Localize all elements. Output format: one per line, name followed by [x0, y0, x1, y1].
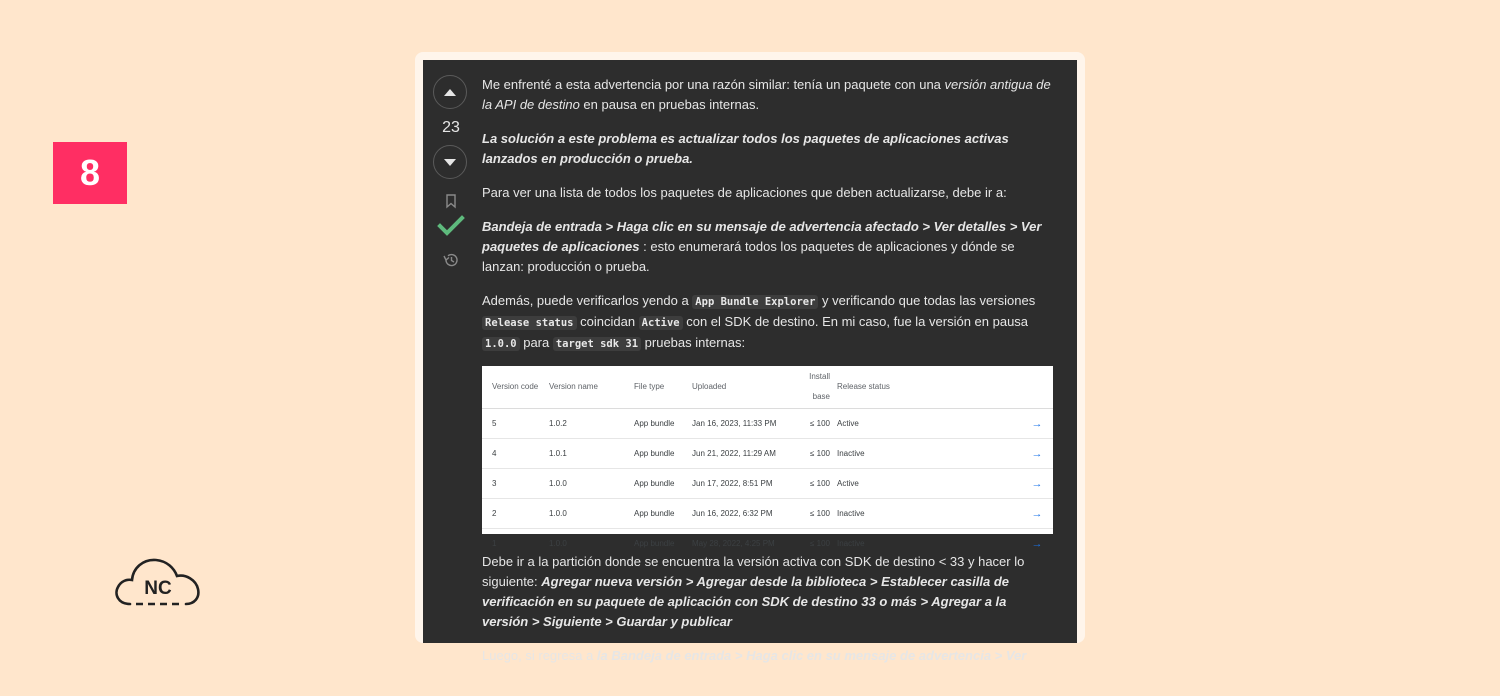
bookmark-icon[interactable]: [444, 193, 458, 209]
col-release-status: Release status: [836, 366, 1021, 409]
upvote-button[interactable]: [433, 75, 467, 109]
paragraph-solution: La solución a este problema es actualizar todos los paquetes de aplicaciones activas lanzados en producción o prueba.: [482, 131, 1009, 166]
table-row[interactable]: 3 1.0.0 App bundle Jun 17, 2022, 8:51 PM ≤ 100 Active →: [482, 469, 1053, 499]
paragraph-inbox-path: Bandeja de entrada > Haga clic en su mensaje de advertencia afectado > Ver detalles > Ver paquetes de aplicaciones : esto enumerará todos los paquetes de aplicaciones y dónde se lanzan: producción o prueba.: [482, 219, 1042, 274]
table-row[interactable]: 2 1.0.0 App bundle Jun 16, 2022, 6:32 PM ≤ 100 Inactive →: [482, 499, 1053, 529]
code-version: 1.0.0: [482, 337, 520, 351]
nc-cloud-logo: [112, 550, 204, 610]
code-release-status: Release status: [482, 316, 577, 330]
app-bundle-table: [482, 366, 1053, 558]
downvote-button[interactable]: [433, 145, 467, 179]
answer-body: [482, 75, 1054, 680]
code-target-sdk: target sdk 31: [553, 337, 641, 351]
col-uploaded: Uploaded: [691, 366, 789, 409]
col-action: [1021, 366, 1053, 409]
arrow-right-icon[interactable]: →: [1021, 499, 1053, 529]
app-bundle-table-screenshot: [482, 366, 1053, 550]
table-row[interactable]: 5 1.0.2 App bundle Jan 16, 2023, 11:33 PM ≤ 100 Active →: [482, 409, 1053, 439]
paragraph-return: Luego, si regresa a la Bandeja de entrada > Haga clic en su mensaje de advertencia > Ver: [482, 648, 1027, 663]
arrow-right-icon[interactable]: →: [1021, 409, 1053, 439]
arrow-up-icon: [444, 89, 456, 96]
col-file-type: File type: [633, 366, 691, 409]
paragraph-list-intro: Para ver una lista de todos los paquetes de aplicaciones que deben actualizarse, debe ir a:: [482, 185, 1007, 200]
table-row[interactable]: 4 1.0.1 App bundle Jun 21, 2022, 11:29 AM ≤ 100 Inactive →: [482, 439, 1053, 469]
col-install-base: Install base: [789, 366, 836, 409]
arrow-right-icon[interactable]: →: [1031, 537, 1043, 550]
paragraph-bundle-explorer: Además, puede verificarlos yendo a App Bundle Explorer y verificando que todas las versiones Release status coincidan Active con el SDK de destino. En mi caso, fue la versión en pausa 1.0.0 para target sdk 31 pruebas internas:: [482, 293, 1036, 350]
accepted-check-icon: [438, 215, 464, 237]
arrow-right-icon[interactable]: →: [1021, 469, 1053, 499]
arrow-down-icon: [444, 159, 456, 166]
screenshot-frame: [415, 52, 1085, 663]
history-icon[interactable]: [442, 251, 460, 269]
col-version-code: Version code: [482, 366, 548, 409]
vote-score: 23: [442, 119, 460, 136]
code-app-bundle-explorer: App Bundle Explorer: [692, 295, 818, 309]
table-row[interactable]: 1 1.0.0 App bundle May 28, 2022, 4:25 PM ≤ 100 Inactive →: [482, 529, 1053, 559]
stackoverflow-answer: [423, 60, 1077, 663]
logo-text: NC: [144, 578, 172, 599]
slide-number: 8: [79, 152, 101, 193]
paragraph-instructions: Debe ir a la partición donde se encuentra la versión activa con SDK de destino < 33 y hacer lo siguiente: Agregar nueva versión > Agregar desde la biblioteca > Establecer casilla de verificación en su paquete de aplicación con SDK de destino 33 o más > Agregar a la versión > Siguiente > Guardar y publicar: [482, 554, 1025, 629]
table-header-row: [482, 366, 1053, 409]
paragraph-intro: Me enfrenté a esta advertencia por una razón similar: tenía un paquete con una versión antigua de la API de destino en pausa en pruebas internas.: [482, 77, 1051, 112]
vote-column: [433, 75, 469, 269]
slide-number-badge: [53, 142, 127, 204]
col-version-name: Version name: [548, 366, 633, 409]
code-active: Active: [639, 316, 683, 330]
arrow-right-icon[interactable]: →: [1021, 439, 1053, 469]
